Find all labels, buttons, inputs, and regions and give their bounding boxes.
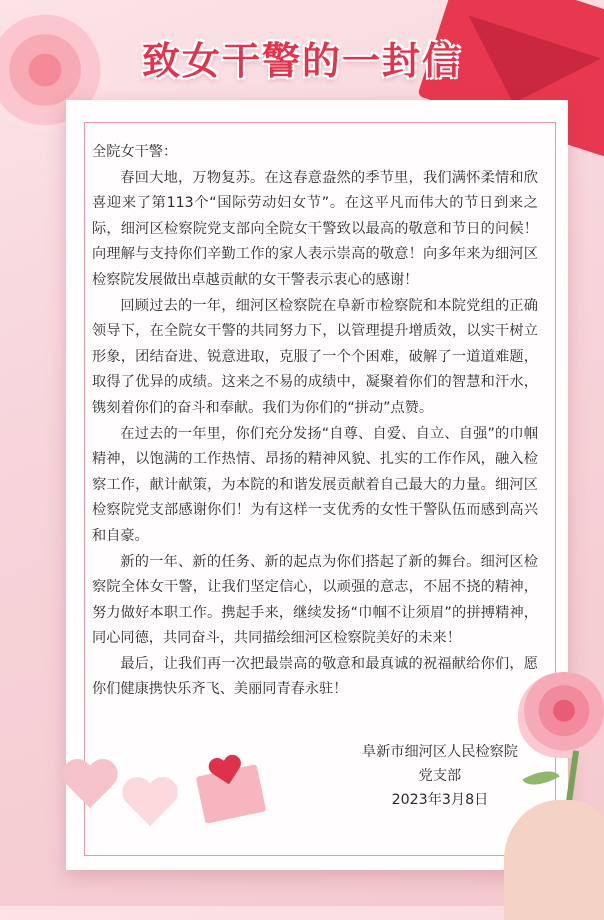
letter-body	[92, 140, 538, 703]
heart-icon	[120, 778, 180, 833]
letter-paragraph-4: 新的一年、新的任务、新的起点为你们搭起了新的舞台。细河区检察院全体女干警，让我们坚定信心，以顽强的意志，不屈不挠的精神，努力做好本职工作。携起手来，继续发扬“巾帼不让须眉”的拼搏精神，同心同德，共同奋斗，共同描绘细河区检察院美好的未来！	[92, 553, 538, 647]
rose-icon	[518, 672, 604, 758]
heart-icon	[60, 760, 120, 815]
letter-paragraph-5: 最后，让我们再一次把最崇高的敬意和最真诚的祝福献给你们，愿你们健康携快乐齐飞、美丽同青春永驻！	[92, 655, 538, 698]
hand-illustration	[504, 800, 604, 920]
signature-org: 阜新市细河区人民检察院	[361, 744, 518, 760]
letter-paragraph-2: 回顾过去的一年，细河区检察院在阜新市检察院和本院党组的正确领导下，在全院女干警的共同努力下，以管理提升增质效，以实干树立形象，团结奋进、锐意进取，克服了一个个困难，破解了一道道难题，取得了优异的成绩。这来之不易的成绩中，凝聚着你们的智慧和汗水，镌刻着你们的奋斗和奉献。我们为你们的“拼动”点赞。	[92, 297, 538, 416]
letter-paragraph-1: 春回大地，万物复苏。在这春意盎然的季节里，我们满怀柔情和欣喜迎来了第113个“国际劳动妇女节”。在这平凡而伟大的节日到来之际，细河区检察院党支部向全院女干警致以最高的敬意和节日的问候！向理解与支持你们辛勤工作的家人表示崇高的敬意！向多年来为细河区检察院发展做出卓越贡献的女干警表示衷心的感谢！	[92, 169, 538, 288]
letter-paragraph-3: 在过去的一年里，你们充分发扬“自尊、自爱、自立、自强”的巾帼精神，以饱满的工作热情、昂扬的精神风貌、扎实的工作作风，融入检察工作，献计献策，为本院的和谐发展贡献着自己最大的力量。细河区检察院党支部感谢你们！为有这样一支优秀的女性干警队伍而感到高兴和自豪。	[92, 425, 538, 544]
signature-date: 2023年3月8日	[391, 792, 489, 808]
letter-greeting: 全院女干警：	[92, 144, 178, 160]
page-title-wrap	[0, 30, 604, 85]
heart-icon	[206, 753, 246, 791]
page-title: 致女干警的一封信	[141, 38, 462, 83]
letter-paper	[66, 100, 568, 870]
letter-signature	[362, 740, 518, 812]
signature-branch: 党支部	[418, 768, 462, 784]
